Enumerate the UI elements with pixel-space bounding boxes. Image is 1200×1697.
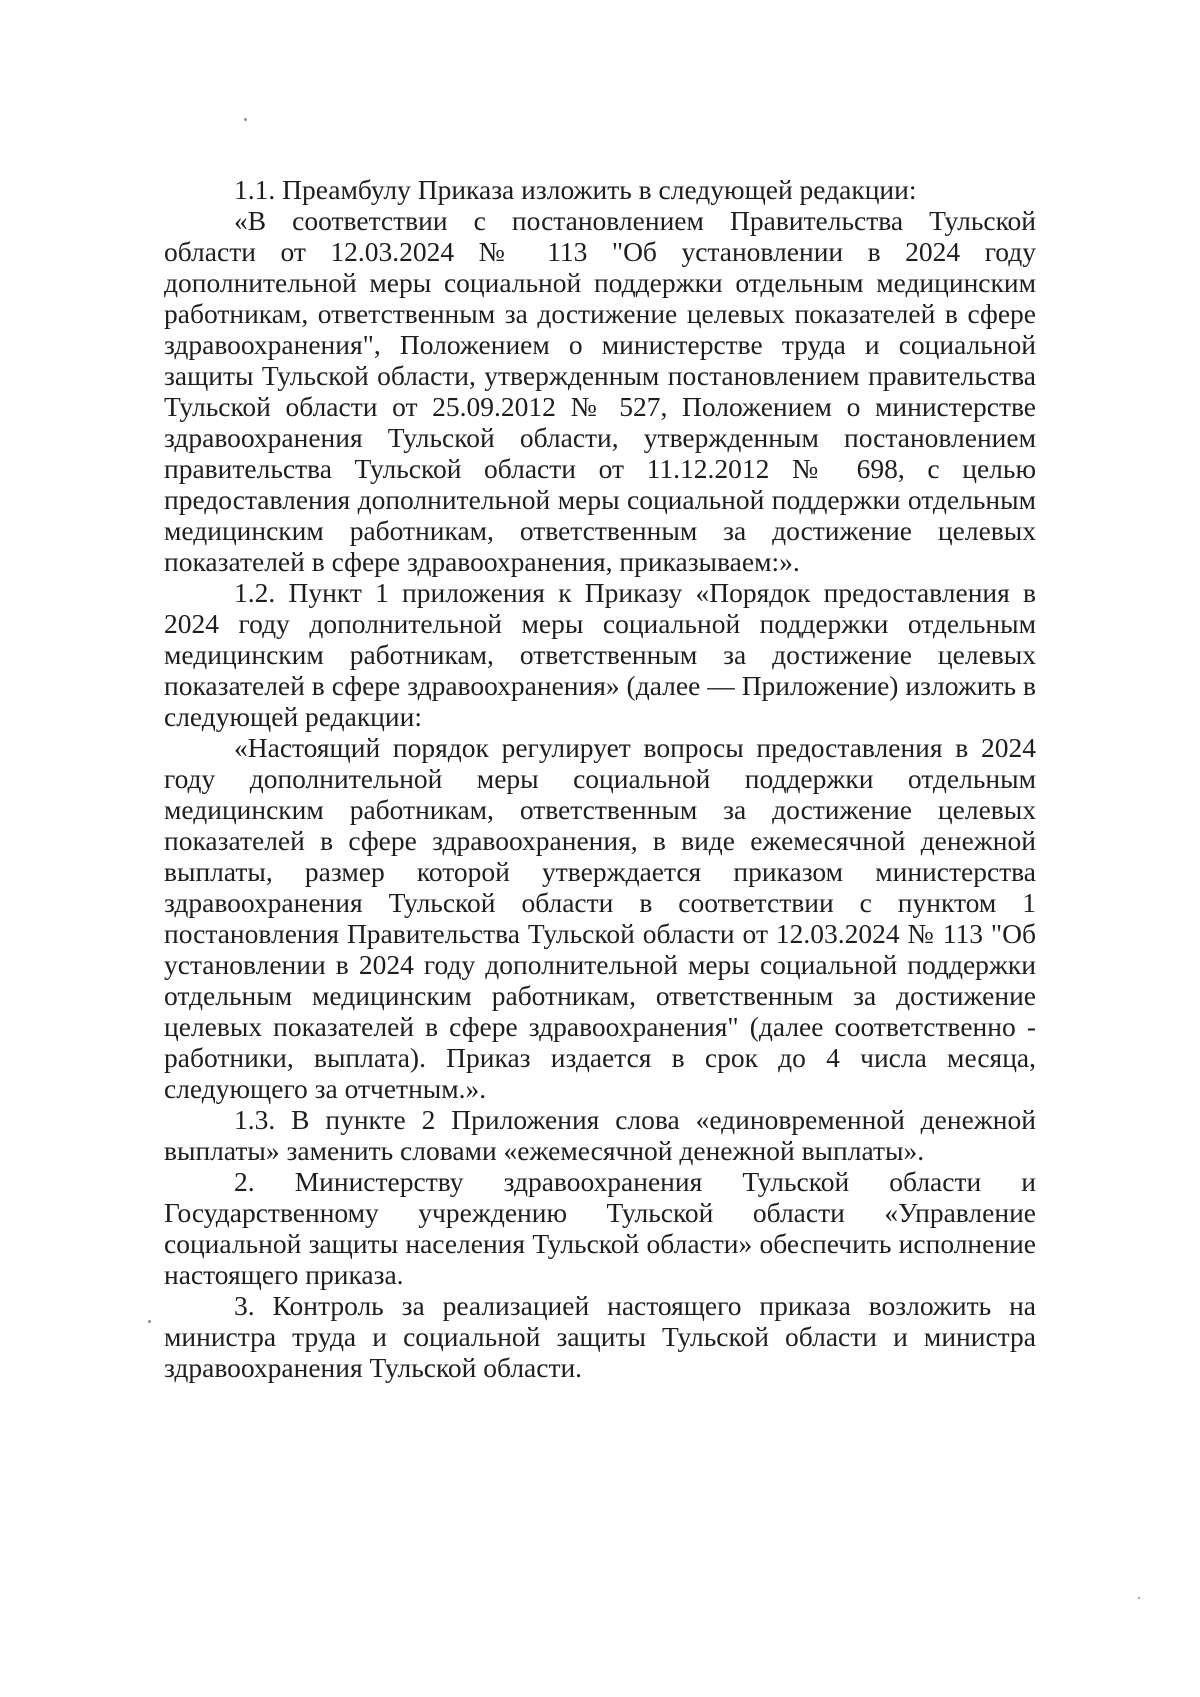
- paragraph-3: 3. Контроль за реализацией настоящего приказа возложить на министра труда и социальной защиты Тульской области и министра здравоохранения Тульской области.: [164, 1290, 1036, 1383]
- paragraph-1-3: 1.3. В пункте 2 Приложения слова «единовременной денежной выплаты» заменить словами «ежемесячной денежной выплаты».: [164, 1104, 1036, 1166]
- scan-speck: [1138, 1597, 1140, 1599]
- scan-speck: [148, 1320, 151, 1323]
- paragraph-preamble-text: «В соответствии с постановлением Правительства Тульской области от 12.03.2024 № 113 "Об установлении в 2024 году дополнительной меры социальной поддержки отдельным медицинским работникам, ответственным за достижение целевых показателей в сфере здравоохранения", Положением о министерстве труда и социальной защиты Тульской области, утвержденным постановлением правительства Тульской области от 25.09.2012 № 527, Положением о министерстве здравоохранения Тульской области, утвержденным постановлением правительства Тульской области от 11.12.2012 № 698, с целью предоставления дополнительной меры социальной поддержки отдельным медицинским работникам, ответственным за достижение целевых показателей в сфере здравоохранения, приказываем:».: [164, 205, 1036, 577]
- paragraph-1-1: 1.1. Преамбулу Приказа изложить в следующей редакции:: [234, 174, 917, 205]
- scan-speck: [244, 118, 247, 121]
- paragraph-order-text: «Настоящий порядок регулирует вопросы предоставления в 2024 году дополнительной меры социальной поддержки отдельным медицинским работникам, ответственным за достижение целевых показателей в сфере здравоохранения, в виде ежемесячной денежной выплаты, размер которой утверждается приказом министерства здравоохранения Тульской области в соответствии с пунктом 1 постановления Правительства Тульской области от 12.03.2024 № 113 "Об установлении в 2024 году дополнительной меры социальной поддержки отдельным медицинским работникам, ответственным за достижение целевых показателей в сфере здравоохранения" (далее соответственно - работники, выплата). Приказ издается в срок до 4 числа месяца, следующего за отчетным.».: [164, 732, 1036, 1104]
- document-body: [164, 174, 1036, 1383]
- paragraph-1-2: 1.2. Пункт 1 приложения к Приказу «Порядок предоставления в 2024 году дополнительной меры социальной поддержки отдельным медицинским работникам, ответственным за достижение целевых показателей в сфере здравоохранения» (далее — Приложение) изложить в следующей редакции:: [164, 577, 1036, 732]
- paragraph-2: 2. Министерству здравоохранения Тульской области и Государственному учреждению Тульской области «Управление социальной защиты населения Тульской области» обеспечить исполнение настоящего приказа.: [164, 1166, 1036, 1290]
